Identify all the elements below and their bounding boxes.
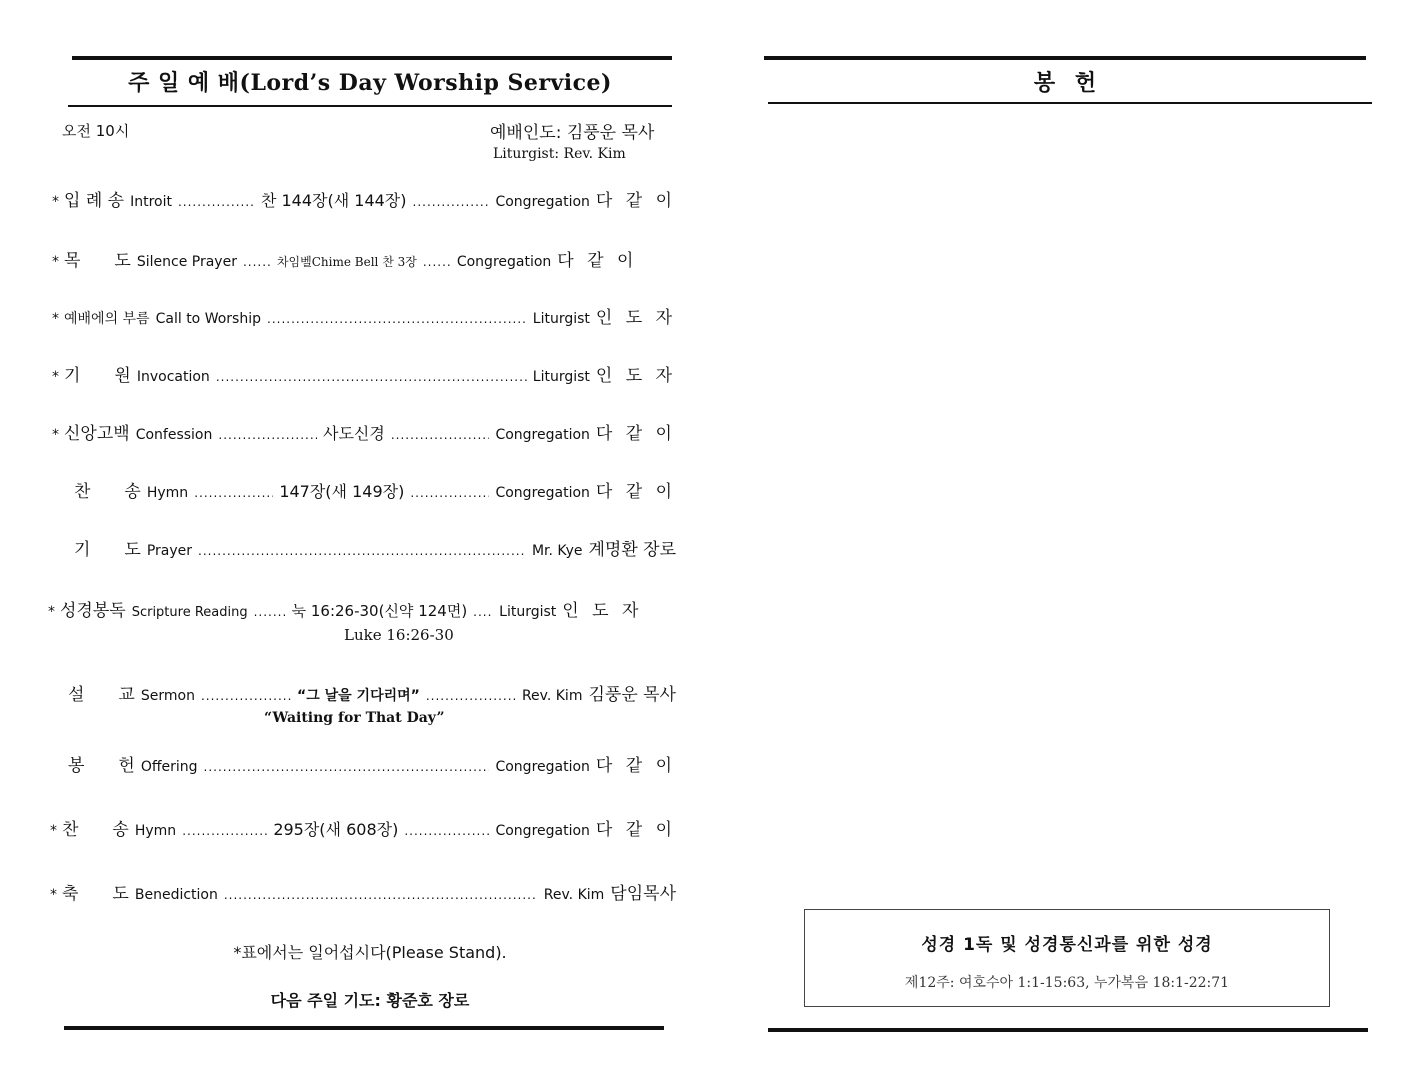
dot-leader: [423, 255, 451, 269]
item-name-korean: 축 도: [62, 884, 129, 904]
order-row-offering: [52, 751, 676, 776]
item-name-english: Hymn: [134, 823, 177, 839]
dot-leader: [204, 760, 490, 774]
liturgist-korean: 예배인도: 김풍운 목사: [490, 123, 655, 143]
dot-leader: [178, 195, 255, 209]
item-name-english: Offering: [140, 759, 198, 775]
responsible-english: Congregation: [456, 254, 552, 270]
item-detail: 295장(새 608장): [273, 820, 399, 839]
right-title-underline: [768, 102, 1372, 104]
item-name-korean: 예배에의 부름: [64, 311, 150, 327]
stand-mark: *: [52, 427, 59, 443]
item-name-korean: 목 도: [64, 251, 131, 271]
order-row-invocation: [52, 361, 676, 386]
responsible-korean: 다 같 이: [557, 251, 638, 271]
item-name-korean: 찬 송: [74, 482, 141, 502]
order-row-hymn-1: [52, 477, 676, 502]
item-name-english: Benediction: [134, 887, 218, 903]
responsible-korean: 인 도 자: [562, 601, 643, 621]
dot-leader: [218, 428, 317, 442]
order-row-silence-prayer: [52, 246, 676, 271]
responsible-korean: 계명환 장로: [588, 540, 676, 560]
dot-leader: [426, 689, 516, 703]
dot-leader: [254, 605, 286, 619]
left-top-rule: [72, 56, 672, 60]
responsible-korean: 다 같 이: [595, 820, 676, 840]
item-name-english: Scripture Reading: [131, 605, 248, 620]
liturgist-english: Liturgist: Rev. Kim: [493, 146, 626, 162]
responsible-korean: 다 같 이: [595, 756, 676, 776]
responsible-english: Rev. Kim: [543, 887, 605, 903]
order-row-scripture-reading: [48, 596, 670, 621]
offering-title: 봉 헌: [1033, 70, 1103, 96]
dot-leader: [404, 824, 489, 838]
responsible-english: Liturgist: [499, 604, 557, 620]
dot-leader: [473, 605, 493, 619]
item-detail: 사도신경: [323, 424, 385, 443]
service-time: 오전 10시: [62, 122, 130, 140]
order-row-hymn-2: [50, 815, 676, 840]
item-name-english: Confession: [135, 427, 213, 443]
item-name-korean: 설 교: [68, 685, 135, 705]
item-detail: 눅 16:26-30(신약 124면): [291, 602, 468, 620]
item-name-korean: 기 원: [64, 366, 131, 386]
responsible-english: Rev. Kim: [521, 688, 583, 704]
sermon-title-english: “Waiting for That Day”: [264, 710, 445, 726]
item-name-korean: 성경봉독: [60, 601, 126, 621]
dot-leader: [224, 888, 538, 902]
item-name-korean: 봉 헌: [68, 756, 135, 776]
page-title: 주 일 예 배(Lord’s Day Worship Service): [128, 70, 612, 96]
sermon-title: “그 날을 기다리며”: [297, 688, 420, 704]
order-row-introit: [52, 186, 676, 211]
responsible-english: Congregation: [495, 427, 590, 443]
responsible-korean: 다 같 이: [595, 424, 676, 444]
order-row-prayer: [52, 535, 676, 560]
right-bottom-rule: [768, 1028, 1368, 1032]
item-name-english: Prayer: [146, 543, 193, 559]
dot-leader: [201, 689, 291, 703]
item-name-english: Invocation: [136, 369, 210, 385]
stand-mark: *: [52, 311, 59, 327]
responsible-english: Congregation: [495, 823, 590, 839]
item-name-english: Hymn: [146, 485, 189, 501]
dot-leader: [194, 486, 273, 500]
dot-leader: [413, 195, 490, 209]
dot-leader: [216, 370, 527, 384]
next-week-prayer: 다음 주일 기도: 황준호 장로: [270, 991, 470, 1010]
item-name-english: Sermon: [140, 688, 195, 704]
stand-mark: *: [50, 887, 57, 903]
bible-reading-title: 성경 1독 및 성경통신과를 위한 성경: [921, 935, 1213, 955]
dot-leader: [391, 428, 490, 442]
order-row-benediction: [50, 879, 676, 904]
responsible-korean: 김풍운 목사: [588, 685, 676, 705]
item-name-english: Silence Prayer: [136, 254, 237, 270]
bible-reading-week: 제12주: 여호수아 1:1-15:63, 누가복음 18:1-22:71: [904, 975, 1230, 991]
left-bottom-rule: [64, 1026, 664, 1030]
scripture-english-reference: Luke 16:26-30: [344, 626, 454, 644]
dot-leader: [267, 312, 527, 326]
responsible-english: Congregation: [495, 485, 590, 501]
item-name-english: Introit: [130, 194, 172, 210]
stand-mark: *: [52, 369, 59, 385]
item-detail: 찬 144장(새 144장): [260, 191, 407, 210]
right-top-rule: [764, 56, 1366, 60]
responsible-english: Congregation: [495, 194, 590, 210]
dot-leader: [182, 824, 267, 838]
left-title-underline: [68, 105, 672, 107]
stand-mark: *: [52, 254, 59, 270]
responsible-english: Liturgist: [532, 369, 590, 385]
responsible-korean: 다 같 이: [595, 482, 676, 502]
dot-leader: [410, 486, 489, 500]
stand-note: *표에서는 일어섭시다(Please Stand).: [233, 943, 507, 962]
responsible-english: Congregation: [495, 759, 590, 775]
responsible-korean: 인 도 자: [595, 308, 676, 328]
stand-mark: *: [52, 194, 59, 210]
item-name-korean: 찬 송: [62, 820, 129, 840]
responsible-english: Liturgist: [532, 311, 590, 327]
stand-mark: *: [48, 604, 55, 620]
item-detail: 147장(새 149장): [279, 482, 405, 501]
order-row-call-to-worship: [52, 303, 676, 328]
responsible-korean: 인 도 자: [595, 366, 676, 386]
stand-mark: *: [50, 823, 57, 839]
responsible-korean: 담임목사: [610, 884, 676, 904]
item-name-korean: 기 도: [74, 540, 141, 560]
item-name-korean: 신앙고백: [64, 424, 130, 444]
item-name-english: Call to Worship: [155, 311, 261, 327]
responsible-english: Mr. Kye: [531, 543, 583, 559]
order-row-confession: [52, 419, 676, 444]
bible-reading-box: [804, 909, 1330, 1007]
order-row-sermon: [52, 680, 676, 705]
dot-leader: [243, 255, 271, 269]
item-detail: 차임벨Chime Bell 찬 3장: [276, 255, 417, 269]
dot-leader: [198, 544, 526, 558]
responsible-korean: 다 같 이: [595, 191, 676, 211]
item-name-korean: 입 례 송: [64, 191, 125, 211]
